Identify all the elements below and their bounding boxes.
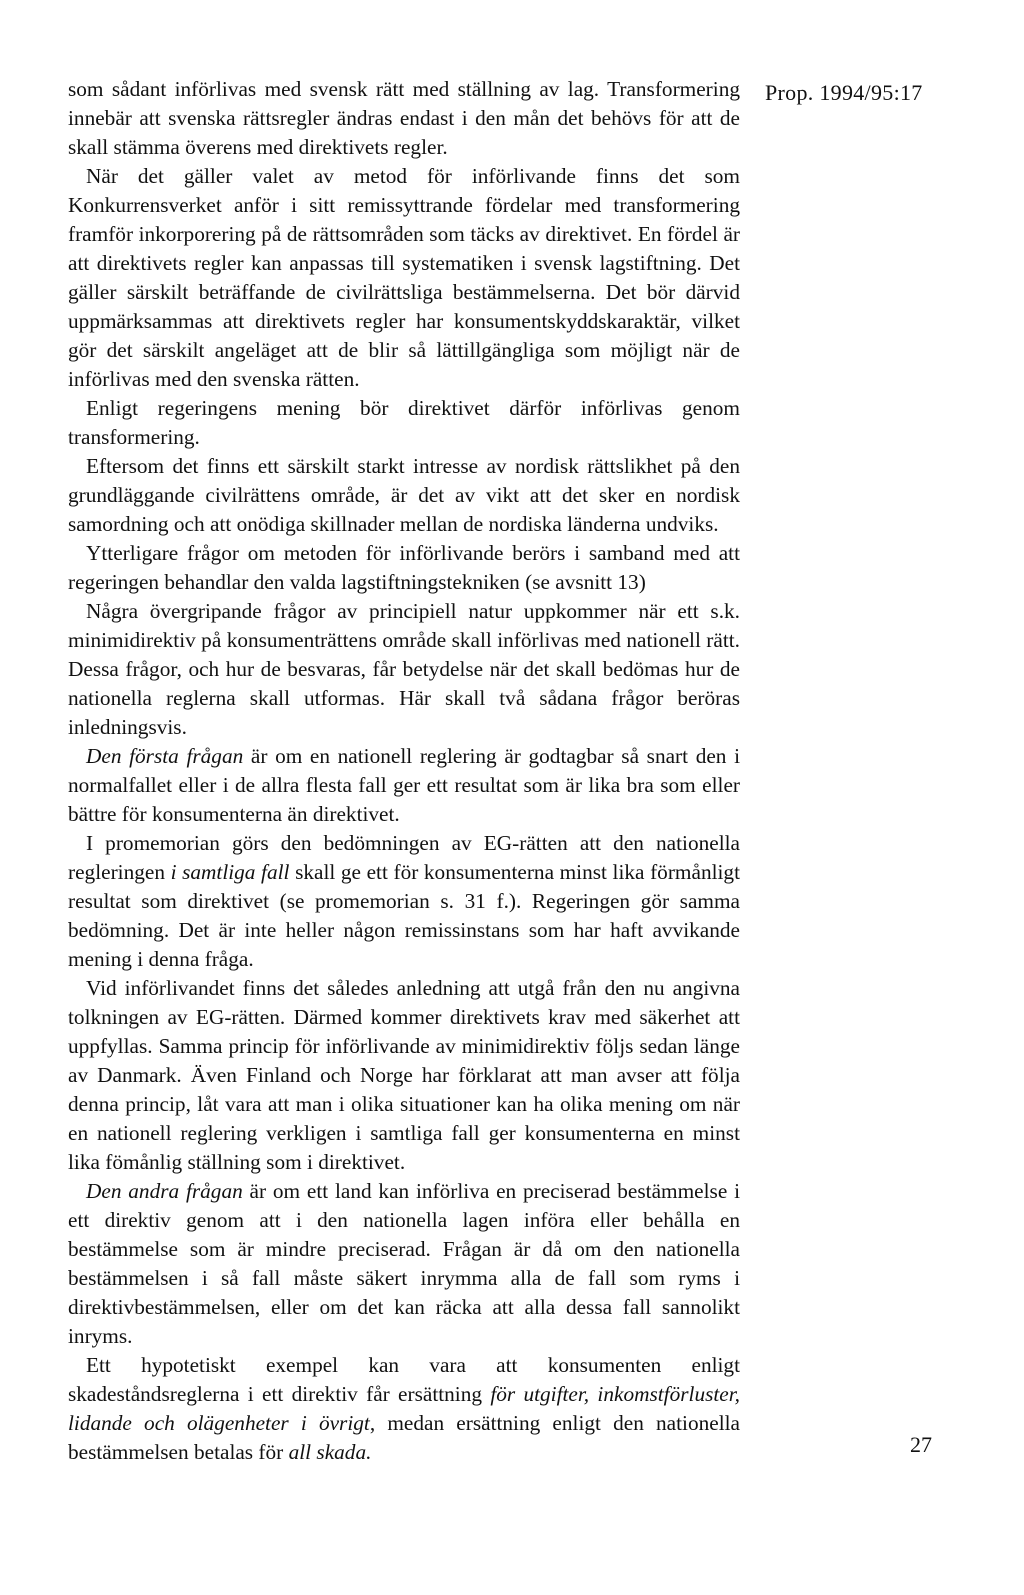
text-segment: skall ge ett för konsumenterna minst lika förmånligt resultat som direktivet (se promemorian s. 31 f.). Regeringen gör samma bedömning. Det är inte heller någon remissinstans som har haft avvikande mening i denna fråga. (68, 860, 740, 971)
text-segment: Ett hypotetiskt exempel kan vara att konsumenten enligt skadeståndsreglerna i ett direktiv får ersättning (68, 1353, 740, 1406)
paragraph (68, 75, 740, 162)
page-number: 27 (910, 1432, 932, 1457)
text-segment: , medan ersättning enligt den nationella bestämmelsen betalas för (68, 1411, 741, 1464)
text-segment: som sådant införlivas med svensk rätt med ställning av lag. Transformering innebär att svenska rättsregler ändras endast i den mån det behövs för att de skall stämma överens med direktivets regler. (68, 77, 740, 159)
italic-text: Den första frågan (86, 744, 244, 768)
text-segment: Eftersom det finns ett särskilt starkt intresse av nordisk rättslikhet på den grundläggande civilrättens område, är det av vikt att det sker en nordisk samordning och att onödiga skillnader mellan de nordiska länderna undviks. (68, 454, 740, 536)
paragraph (68, 1177, 740, 1351)
paragraph (68, 829, 740, 974)
text-segment: I promemorian görs den bedömningen av EG-rätten att den nationella regleringen (68, 831, 740, 884)
paragraph (68, 974, 740, 1177)
document-reference: Prop. 1994/95:17 (765, 80, 923, 105)
text-segment: När det gäller valet av metod för införlivande finns det som Konkurrensverket anför i sitt remissyttrande fördelar med transformering framför inkorporering på de rättsområden som täcks av direktivet. En fördel är att direktivets regler kan anpassas till systematiken i svensk lagstiftning. Det gäller särskilt beträffande de civilrättsliga bestämmelserna. Det bör därvid uppmärksammas att direktivets regler har konsumentskyddskaraktär, vilket gör det särskilt angeläget att de blir så lättillgängliga som möjligt när de införlivas med den svenska rätten. (68, 164, 740, 391)
text-segment: Några övergripande frågor av principiell natur uppkommer när ett s.k. minimidirektiv på konsumenträttens område skall införlivas med nationell rätt. Dessa frågor, och hur de besvaras, får betydelse när det skall bedömas hur de nationella reglerna skall utformas. Här skall två sådana frågor beröras inledningsvis. (68, 599, 740, 739)
paragraph (68, 1351, 740, 1467)
text-segment: Vid införlivandet finns det således anledning att utgå från den nu angivna tolkningen av EG-rätten. Därmed kommer direktivets krav med säkerhet att uppfyllas. Samma princip för införlivande av minimidirektiv följs sedan länge av Danmark. Även Finland och Norge har förklarat att man avser att följa denna princip, låt vara att man i olika situationer kan ha olika mening om när en nationell reglering verkligen i samtliga fall ger konsumenterna en minst lika fömånlig ställning som i direktivet. (68, 976, 740, 1174)
paragraph (68, 452, 740, 539)
italic-text: för utgifter, inkomstförluster, lidande och olägenheter i övrigt (68, 1382, 740, 1435)
paragraph (68, 539, 740, 597)
paragraph (68, 394, 740, 452)
italic-text: Den andra frågan (86, 1179, 243, 1203)
body-text (68, 75, 740, 1467)
text-segment: Ytterligare frågor om metoden för införlivande berörs i samband med att regeringen behandlar den valda lagstiftningstekniken (se avsnitt 13) (68, 541, 740, 594)
paragraph (68, 742, 740, 829)
paragraph (68, 162, 740, 394)
italic-text: all skada. (288, 1440, 372, 1464)
text-segment: Enligt regeringens mening bör direktivet därför införlivas genom transformering. (68, 396, 740, 449)
text-segment: är om ett land kan införliva en preciserad bestämmelse i ett direktiv genom att i den nationella lagen införa eller behålla en bestämmelse som är mindre preciserad. Frågan är då om den nationella bestämmelsen i så fall måste säkert inrymma alla de fall som ryms i direktivbestämmelsen, eller om det kan räcka att alla dessa fall sannolikt inryms. (68, 1179, 740, 1348)
text-segment: är om en nationell reglering är godtagbar så snart den i normalfallet eller i de allra flesta fall ger ett resultat som är lika bra som eller bättre för konsumenterna än direktivet. (68, 744, 740, 826)
italic-text: i samtliga fall (170, 860, 290, 884)
paragraph (68, 597, 740, 742)
